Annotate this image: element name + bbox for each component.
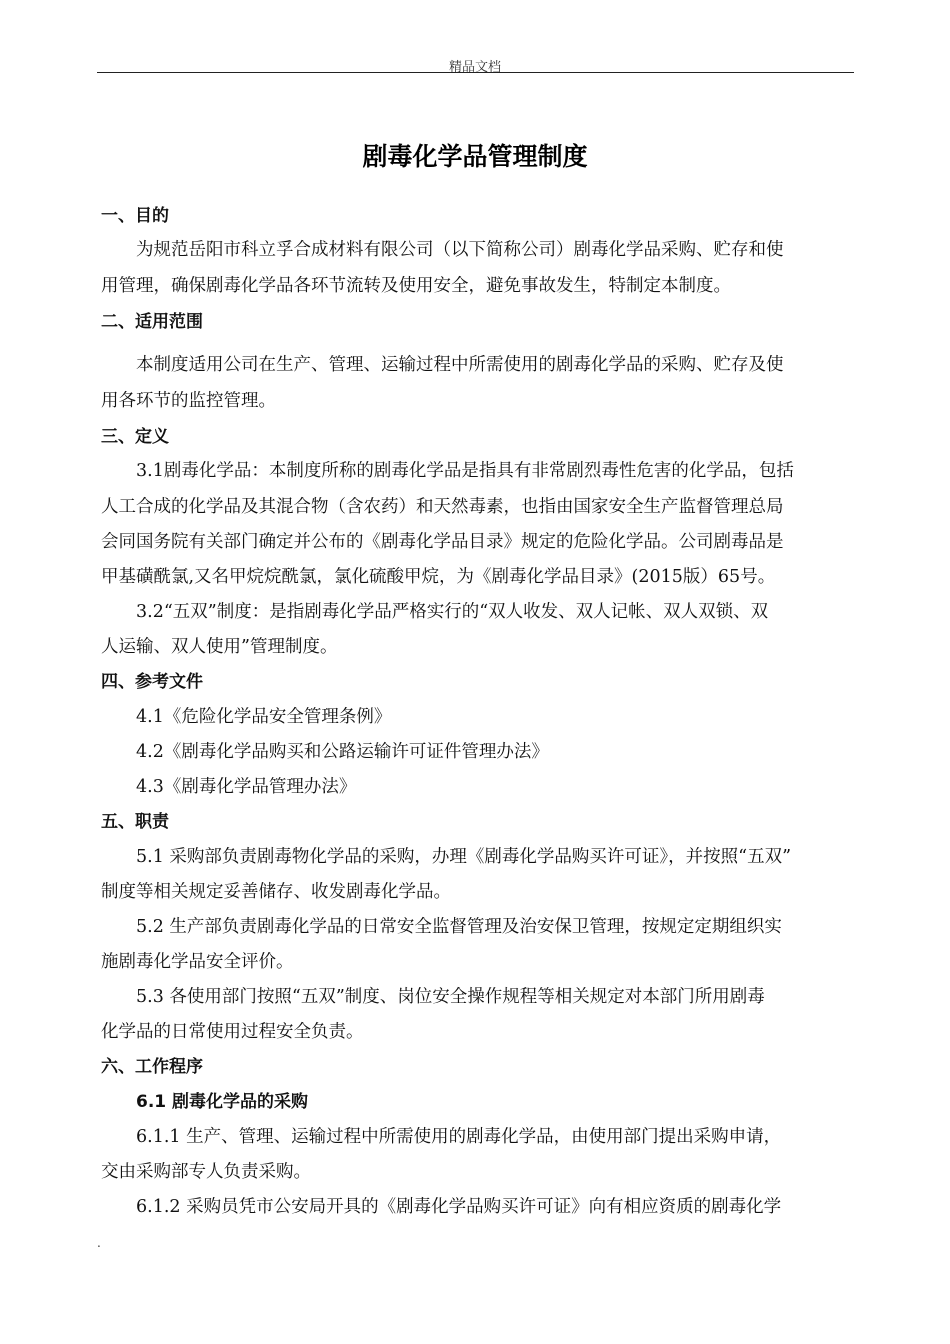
- paragraph-line: 本制度适用公司在生产、管理、运输过程中所需使用的剧毒化学品的采购、贮存及使: [136, 355, 784, 375]
- paragraph-line: 5.2 生产部负责剧毒化学品的日常安全监督管理及治安保卫管理，按规定定期组织实: [136, 917, 782, 937]
- paragraph-line: 5.3 各使用部门按照“五双”制度、岗位安全操作规程等相关规定对本部门所用剧毒: [136, 987, 765, 1007]
- paragraph-line: 6.1.2 采购员凭市公安局开具的《剧毒化学品购买许可证》向有相应资质的剧毒化学: [136, 1197, 782, 1217]
- paragraph-line: 用各环节的监控管理。: [101, 391, 276, 411]
- paragraph-line: 3.2“五双”制度：是指剧毒化学品严格实行的“双人收发、双人记帐、双人双锁、双: [136, 602, 769, 622]
- section-heading: 四、参考文件: [101, 672, 203, 692]
- section-heading: 六、工作程序: [101, 1057, 203, 1077]
- paragraph-line: 会同国务院有关部门确定并公布的《剧毒化学品目录》规定的危险化学品。公司剧毒品是: [101, 532, 784, 552]
- page-header: 精品文档: [448, 60, 501, 75]
- paragraph-line: 用管理，确保剧毒化学品各环节流转及使用安全，避免事故发生，特制定本制度。: [101, 276, 731, 296]
- paragraph-line: 5.1 采购部负责剧毒物化学品的采购，办理《剧毒化学品购买许可证》，并按照“五双”: [136, 847, 792, 867]
- paragraph-line: 化学品的日常使用过程安全负责。: [101, 1022, 364, 1042]
- footer-dot: .: [97, 1236, 101, 1250]
- paragraph-line: 6.1.1 生产、管理、运输过程中所需使用的剧毒化学品，由使用部门提出采购申请，: [136, 1127, 782, 1147]
- paragraph-line: 交由采购部专人负责采购。: [101, 1162, 311, 1182]
- subsection-heading: 6.1 剧毒化学品的采购: [136, 1092, 309, 1112]
- paragraph-line: 制度等相关规定妥善储存、收发剧毒化学品。: [101, 882, 451, 902]
- section-heading: 五、职责: [101, 812, 169, 832]
- header-rule: [97, 72, 854, 73]
- paragraph-line: 甲基磺酰氯,又名甲烷烷酰氯，氯化硫酸甲烷，为《剧毒化学品目录》(2015版）65号。: [101, 567, 776, 587]
- paragraph-line: 人工合成的化学品及其混合物（含农药）和天然毒素，也指由国家安全生产监督管理总局: [101, 497, 784, 517]
- reference-item: 4.3《剧毒化学品管理办法》: [136, 777, 357, 797]
- paragraph-line: 3.1剧毒化学品：本制度所称的剧毒化学品是指具有非常剧烈毒性危害的化学品，包括: [136, 461, 794, 481]
- section-heading: 二、适用范围: [101, 312, 203, 332]
- paragraph-line: 施剧毒化学品安全评价。: [101, 952, 294, 972]
- reference-item: 4.1《危险化学品安全管理条例》: [136, 707, 392, 727]
- paragraph-line: 为规范岳阳市科立孚合成材料有限公司（以下简称公司）剧毒化学品采购、贮存和使: [136, 240, 784, 260]
- document-title: 剧毒化学品管理制度: [362, 142, 588, 171]
- section-heading: 三、定义: [101, 427, 169, 447]
- paragraph-line: 人运输、双人使用”管理制度。: [101, 637, 338, 657]
- reference-item: 4.2《剧毒化学品购买和公路运输许可证件管理办法》: [136, 742, 549, 762]
- section-heading: 一、目的: [101, 206, 169, 226]
